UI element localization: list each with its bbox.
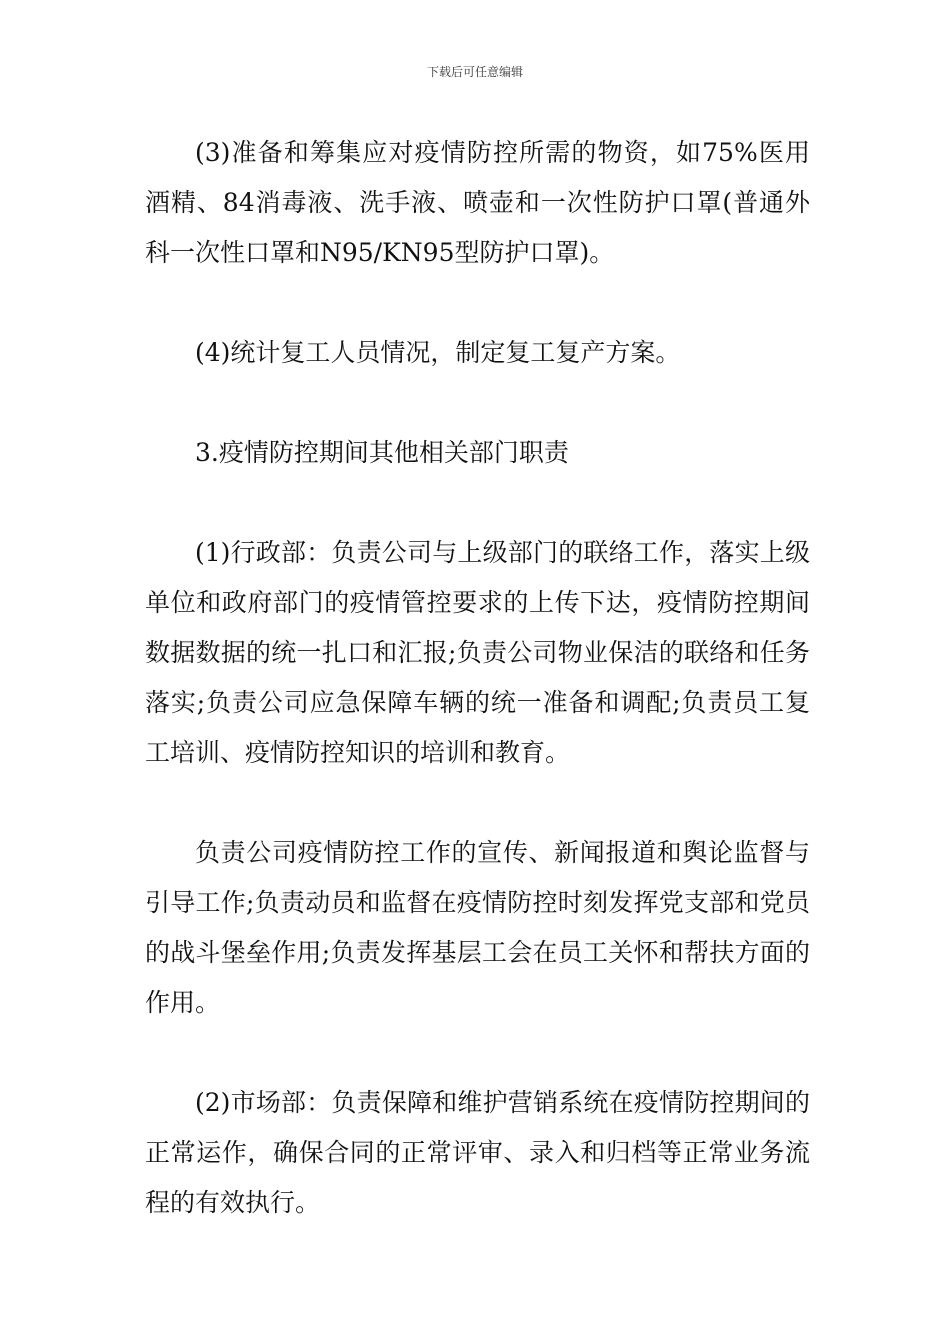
document-body (145, 128, 810, 1278)
paragraph-admin-department: (1)行政部：负责公司与上级部门的联络工作，落实上级单位和政府部门的疫情管控要求的上传下达，疫情防控期间数据数据的统一扎口和汇报;负责公司物业保洁的联络和任务落实;负责公司应急保障车辆的统一准备和调配;负责员工复工培训、疫情防控知识的培训和教育。 (145, 538, 810, 767)
paragraph-item-3: (3)准备和筹集应对疫情防控所需的物资，如75%医用酒精、84消毒液、洗手液、喷壶和一次性防护口罩(普通外科一次性口罩和N95/KN95型防护口罩)。 (145, 138, 810, 267)
section-heading: 3.疫情防控期间其他相关部门职责 (195, 438, 569, 467)
page-header: 下载后可任意编辑 (426, 65, 523, 79)
paragraph-item-4: (4)统计复工人员情况，制定复工复产方案。 (195, 338, 681, 367)
paragraph-admin-department-continued: 负责公司疫情防控工作的宣传、新闻报道和舆论监督与引导工作;负责动员和监督在疫情防控时刻发挥党支部和党员的战斗堡垒作用;负责发挥基层工会在员工关怀和帮扶方面的作用。 (145, 838, 810, 1017)
paragraph-marketing-department: (2)市场部：负责保障和维护营销系统在疫情防控期间的正常运作，确保合同的正常评审、录入和归档等正常业务流程的有效执行。 (145, 1088, 810, 1217)
